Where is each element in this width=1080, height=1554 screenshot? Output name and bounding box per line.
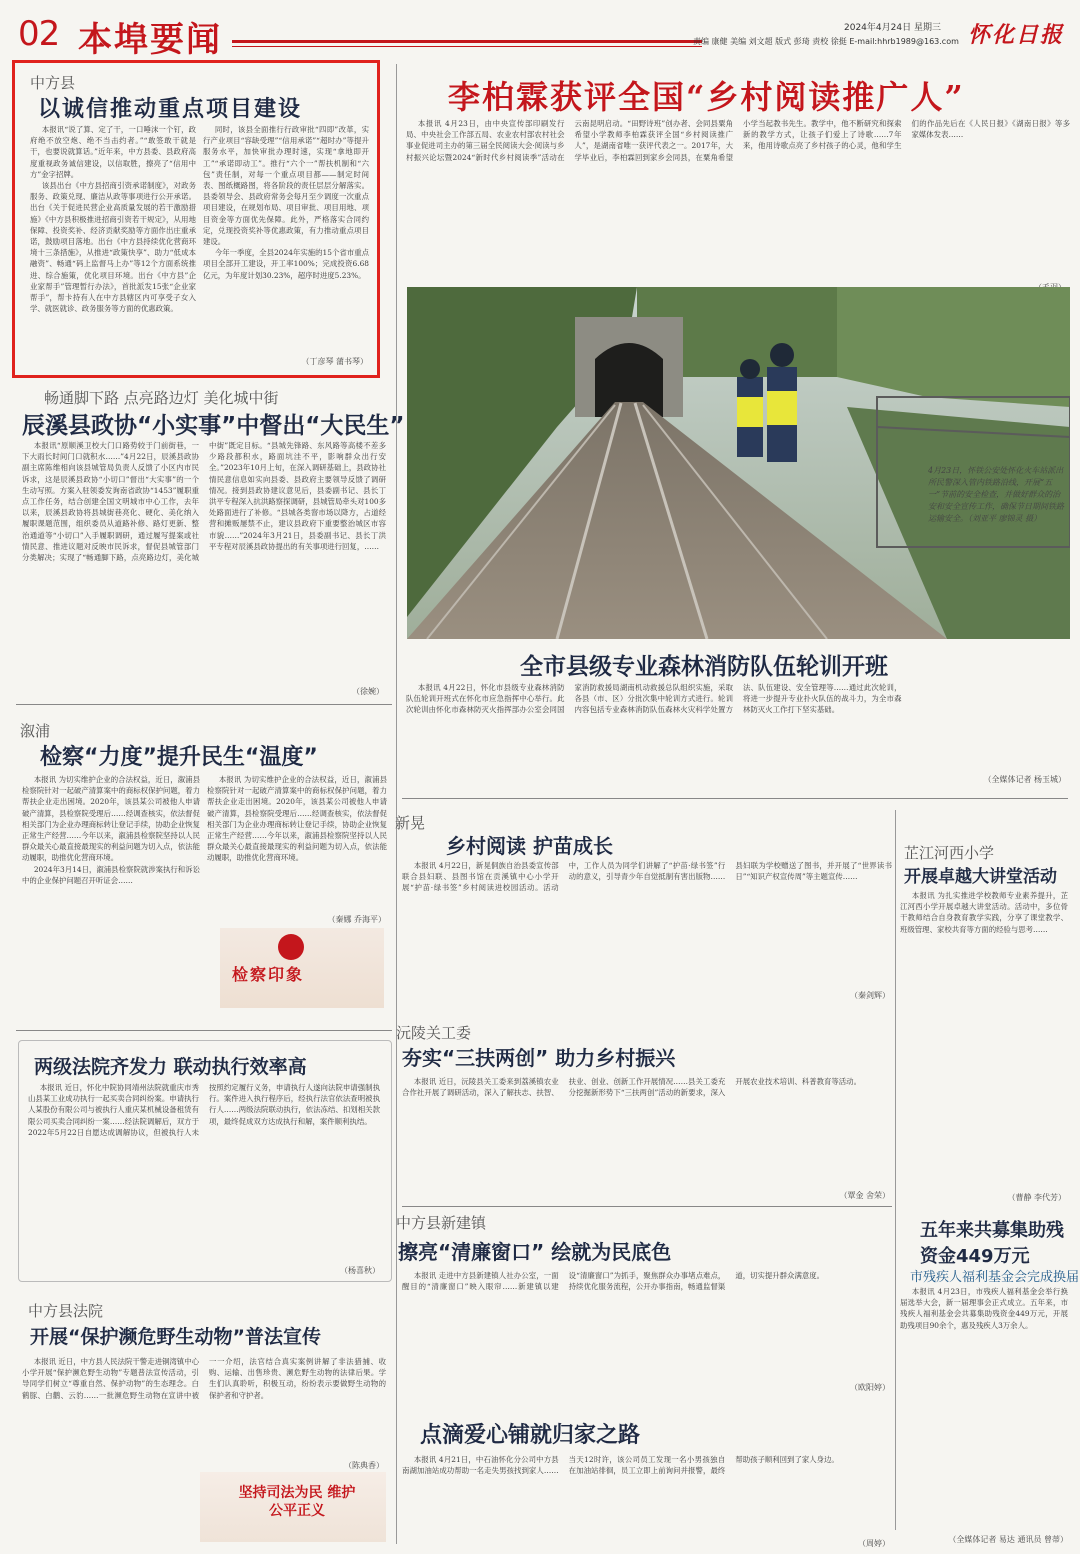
article-body: 本报讯 4月23日，市残疾人福利基金会举行换届选举大会，新一届理事会正式成立。五年来，市残疾人福利基金会共募集助残资金449万元，开展助残项目90余个，惠及残疾人3万余人。 bbox=[900, 1287, 1068, 1330]
article-headline: 乡村阅读 护苗成长 bbox=[446, 834, 613, 858]
article-body: 本报讯 4月21日，中石油怀化分公司中方县南湖加油站成功帮助一名走失男孩找到家人……当天12时许，该公司员工发现一名小男孩独自在加油站徘徊，员工立即上前询问并报警，最终帮助孩子顺利回到了家人身边。 bbox=[402, 1455, 839, 1476]
emblem-icon bbox=[278, 934, 304, 960]
article-headline: 夯实“三扶两创” 助力乡村振兴 bbox=[402, 1046, 676, 1070]
article-headline: 开展“保护濒危野生动物”普法宣传 bbox=[30, 1326, 321, 1348]
article-subhead: 市残疾人福利基金会完成换届 bbox=[910, 1270, 1080, 1285]
article-body: 本报讯 4月22日，新晃侗族自治县委宣传部联合县妇联、县图书馆在贡溪镇中心小学开展“护苗·绿书签”乡村阅读进校园活动。活动中，工作人员为同学们讲解了“护苗·绿书签”行动的意义，引导青少年自觉抵制有害出版物……县妇联为学校赠送了图书，并开展了“世界读书日”“知识产权宣传周”等主题宣传…… bbox=[402, 861, 892, 893]
masthead-rule bbox=[232, 40, 702, 43]
newspaper-logo: 怀化日报 bbox=[968, 22, 1065, 48]
article-headline: 擦亮“清廉窗口” 绘就为民底色 bbox=[398, 1240, 672, 1264]
article-kicker: 芷江河西小学 bbox=[904, 844, 995, 862]
article-headline: 开展卓越大讲堂活动 bbox=[904, 867, 1057, 887]
issue-date: 2024年4月24日 星期三 bbox=[844, 23, 941, 33]
byline: （全媒体记者 杨玉城） bbox=[983, 775, 1066, 784]
article-body-col1: 本报讯“说了算、定了干，一口唾沫一个钉，政府绝不放空炮、绝不当击约者。”“敢签敢干就是干，也要说就算话。”近年来，中方县委、县政府高度重视政务诚信建设，以信取胜，擦亮了“信用中方”金字招牌。 该县出台《中方县招商引资承诺制度》，对政务服务、政策兑现、廉洁从政等事项进行公开承诺。出台《关于促进民营企业高质量发展的若干激励措施》《中方县积极推进招商引资若干规定》，从用地保障、投资奖补、经济贡献奖励等方面作出庄重承诺，鼓励项目落地。出台《中方县持续优化营商环境十三条措施》，从推进“政策快享”、助力“低成本融资”、畅通“码上监督马上办”等12个方面系统推进、综合施策，优化项目环境。出台《中方县”企业家帮手”管理暂行办法》，首批派发15张“企业家帮手”，帮卡持有人在中方县辖区内可享受子女入学、就医就诊、政务服务等方面的优惠政策。 bbox=[30, 125, 196, 314]
photo-illustration bbox=[407, 287, 1070, 639]
byline: （覃金 舍荣） bbox=[839, 1191, 890, 1200]
article-kicker: 中方县 bbox=[30, 74, 76, 92]
column-divider bbox=[396, 64, 397, 1544]
article-headline: 以诚信推动重点项目建设 bbox=[38, 97, 303, 122]
article-body: 本报讯 4月22日，怀化市县级专业森林消防队伍轮训开班式在怀化市应急指挥中心举行。此次轮训由怀化市森林防灭火指挥部办公室会同国家消防救援局湖南机动救援总队组织实施，采取各县（市、区）分批次集中轮训方式进行。轮训内容包括专业森林消防队伍森林火灾科学处置方法、队伍建设、安全管理等……通过此次轮训，将进一步提升专业扑火队伍的战斗力，为全市森林防灭火工作打下坚实基础。 bbox=[406, 683, 902, 715]
byline: （丁彦琴 蒲书琴） bbox=[301, 357, 368, 366]
byline: （曹静 李代芳） bbox=[1007, 1193, 1066, 1202]
editor-credits: 责编 康健 美编 刘文超 版式 彭琦 责校 徐挺 E-mail:hhrb1989@163.com bbox=[693, 37, 959, 46]
byline: （陈典香） bbox=[344, 1461, 384, 1470]
byline: （秦娜 乔海平） bbox=[327, 915, 386, 924]
masthead-rule-thin bbox=[232, 46, 702, 47]
article-body-col2: 同时，该县全面推行行政审批“四即”改革，实行产业项目“容缺受理”“信用承诺”“超时办”等提升服务水平，加快审批办理时速，实现“拿地即开工”“承诺即动工”。推行“六个一”帮扶机制和“六包”责任制，对每一个重点项目都——制定时间表、图纸概路图，将各阶段的责任层层分解落实。县委领导会、县政府常务会每月至少调度一次重点项目建设，在规划布局、项目审批、项目用地、项目资金等方面优先保障。此外，严格落实合同约定，兑现投资奖补等优惠政策，有力推动重点项目建设。 今年一季度，全县2024年实施的15个省市重点项目全部开工建设，开工率100%；完成投资6.68亿元，为年度计划30.23%，超序时进度5.23%。 bbox=[203, 125, 369, 280]
lead-article-body: 本报讯 4月23日，由中央宣传部印刷发行局、中央社会工作部五局、农业农村部农村社会事业促进司主办的第三届全民阅读大会·阅读与乡村振兴论坛暨2024“新时代乡村阅读季”活动在云南昆明启动。“田野诗班”创办者、会同县粟角希望小学教师李柏霖获评全国“乡村阅读推广人”，是湖南省唯一获评代表之一。2017年，大学毕业后，李柏霖回到家乡会同县，在粟角希望小学当起教书先生。教学中，他不断研究和探索新的教学方式，让孩子们爱上了诗歌……7年来，他用诗歌点亮了乡村孩子的心灵，他和学生们的作品先后在《人民日报》《湖南日报》等多家媒体发表…… bbox=[406, 119, 1070, 162]
article-body-col1: 本报讯 为切实维护企业的合法权益，近日，溆浦县检察院针对一起破产清算案中的商标权保护问题，着力帮扶企业走出困境。2020年，该县某公司被他人申请破产清算，县检察院受理后……经调查核实，依法督促相关部门为企业办理商标转让登记手续，协助企业恢复正常生产经营……今年以来，溆浦县检察院坚持以人民群众最关心最直接最现实的利益问题为切入点，依法能动履职，助推优化营商环境。 2024年3月14日，溆浦县检察院就涉案执行和诉讼中的企业保护问题召开听证会…… bbox=[22, 775, 200, 885]
page-number: 02 bbox=[18, 14, 60, 54]
court-slogan-banner bbox=[200, 1472, 386, 1542]
prosecution-badge-banner bbox=[220, 928, 384, 1008]
article-headline: 两级法院齐发力 联动执行效率高 bbox=[34, 1056, 307, 1078]
article-kicker: 沅陵关工委 bbox=[396, 1024, 472, 1042]
divider bbox=[402, 798, 1068, 799]
article-kicker: 中方县新建镇 bbox=[396, 1214, 487, 1232]
article-headline: 五年来共募集助残资金449万元 bbox=[920, 1220, 1064, 1267]
railway-patrol-photo bbox=[407, 287, 1070, 639]
byline: （全媒体记者 易达 通讯员 曾蒂） bbox=[948, 1535, 1068, 1544]
divider bbox=[16, 1030, 392, 1031]
photo-caption: 4月23日，怀铁公安处怀化火车站派出所民警深入管内铁路沿线，开展“五一”节前的安全检查，并做好群众的治安和安全宣传工作，确保节日期间铁路运输安全。（刘亚平 廖锦灵 摄） bbox=[928, 466, 1064, 523]
article-kicker: 溆浦 bbox=[20, 722, 51, 740]
divider bbox=[402, 1206, 892, 1207]
byline: （徐婉） bbox=[352, 687, 384, 696]
byline: （秦剑辉） bbox=[850, 991, 890, 1000]
article-headline: 检察“力度”提升民生“温度” bbox=[40, 745, 318, 770]
article-body: 本报讯 为扎实推进学校教师专业素养提升，芷江河西小学开展卓越大讲堂活动。活动中，多位骨干教师结合自身教育教学实践，分享了课堂教学、班级管理、家校共育等方面的经验与思考…… bbox=[900, 891, 1068, 934]
article-body: 本报讯 近日，怀化中院协同靖州法院就重庆市秀山县某工业成功执行一起买卖合同纠纷案。申请执行人某股份有限公司与被执行人重庆某机械设备租赁有限公司买卖合同纠纷一案……经法院调解后，双方于2022年5月22日自愿达成调解协议，但被执行人未按照约定履行义务，申请执行人遂向法院申请强制执行。案件进入执行程序后，经执行法官依法查明被执行人……两级法院联动执行，依法冻结、扣划相关款项，最终促成双方达成执行和解，案件顺利执结。 bbox=[28, 1083, 380, 1137]
lead-headline: 李柏霖获评全国“乡村阅读推广人” bbox=[448, 78, 965, 116]
column-divider bbox=[895, 810, 896, 1530]
article-kicker: 畅通脚下路 点亮路边灯 美化城中街 bbox=[44, 389, 279, 407]
section-title: 本埠要闻 bbox=[78, 20, 222, 60]
article-headline: 点滴爱心铺就归家之路 bbox=[420, 1423, 641, 1448]
article-body-col2: 本报讯 为切实维护企业的合法权益，近日，溆浦县检察院针对一起破产清算案中的商标权保护问题，着力帮扶企业走出困境。2020年，该县某公司被他人申请破产清算，县检察院受理后……经调查核实，依法督促相关部门为企业办理商标转让登记手续，协助企业恢复正常生产经营……今年以来，溆浦县检察院坚持以人民群众最关心最直接最现实的利益问题为切入点，依法能动履职，助推优化营商环境。 bbox=[207, 775, 387, 863]
article-headline: 全市县级专业森林消防队伍轮训开班 bbox=[520, 654, 888, 680]
banner-label: 检察印象 bbox=[232, 965, 305, 984]
divider bbox=[16, 704, 392, 705]
byline: （欧阳婷） bbox=[850, 1383, 890, 1392]
masthead bbox=[0, 0, 1080, 62]
article-body: 本报讯 近日，沅陵县关工委来到荔溪镇农业合作社开展了调研活动，深入了解扶志、扶智、扶业、创业、创新工作开展情况……县关工委充分挖掘新形势下“三扶两创”活动的新要求，深入开展农业技术培训、科普教育等活动。 bbox=[402, 1077, 861, 1098]
banner-label: 坚持司法为民 维护公平正义 bbox=[238, 1485, 356, 1519]
article-kicker: 中方县法院 bbox=[28, 1302, 104, 1320]
article-body: 本报讯 走进中方县新建镇人社办公室，一面醒目的“清廉窗口”映入眼帘……新建镇以建设“清廉窗口”为抓手，聚焦群众办事堵点难点，持续优化服务流程，公开办事指南，畅通监督渠道，切实提升群众满意度。 bbox=[402, 1271, 825, 1292]
byline: （杨喜秋） bbox=[340, 1266, 380, 1275]
article-body: 本报讯 近日，中方县人民法院干警走进铜湾镇中心小学开展“保护濒危野生动物”专题普法宣传活动，引导同学们树立“尊重自然、保护动物”的生态理念。白鹤豚、白鹳、云豹……一批濒危野生动物在宣讲中被一一介绍，法官结合真实案例讲解了非法猎捕、收购、运输、出售珍贵、濒危野生动物的法律后果。学生们认真聆听，积极互动，纷纷表示要做野生动物的保护者和守护者。 bbox=[22, 1357, 386, 1400]
article-body: 本报讯“原顺溪卫校大门口路势较于门前街巷，一下大雨长时间门口就积水……”4月22日，辰溪县政协副主席陈维相向该县城管局负责人反馈了小区内市民诉求，这是辰溪县政协“小切口”督出“大实事”的一个生动写照。方案入驻领委发询南省政协“1453”履职重点工作任务，结合创建全国文明城市中心工作，去年以来，辰溪县政协将县城街巷亮化、硬化、美化纳入履职课题范围，组织委员从道路补修、路灯更新、整治通道等“小切口”入手履职调研，通过履写提案或社情民意、推进议题对反映市民诉求，督促县城管部门分类解决；实现了“畅通脚下路，点亮路边灯，美化城中街”既定目标。“县城先锋路、东风路等高楼不差多少路段都积水，路面坑洼不平，影响群众出行安全。”2023年10月上旬，在深入调研基础上，县政协社情民意信息如实向县委、县政府主要领导反馈了调研情况。接到县政协建议意见后，县委副书记、县长丁洪平专程深入抗洪路察探调研，县城管局牵头对100多处路面进行了补修。“县城各类窨市场以降方，占道经营和摊贩屡禁不止，建议县政府下重要整治城区市容市貌……”2024年3月21日，县委副书记、县长丁洪平专程对辰溪县政协提出的有关事项进行回复，…… bbox=[22, 441, 386, 563]
article-kicker: 新晃 bbox=[395, 814, 426, 832]
byline: （周婷） bbox=[858, 1539, 890, 1548]
article-headline: 辰溪县政协“小实事”中督出“大民生” bbox=[22, 413, 405, 439]
